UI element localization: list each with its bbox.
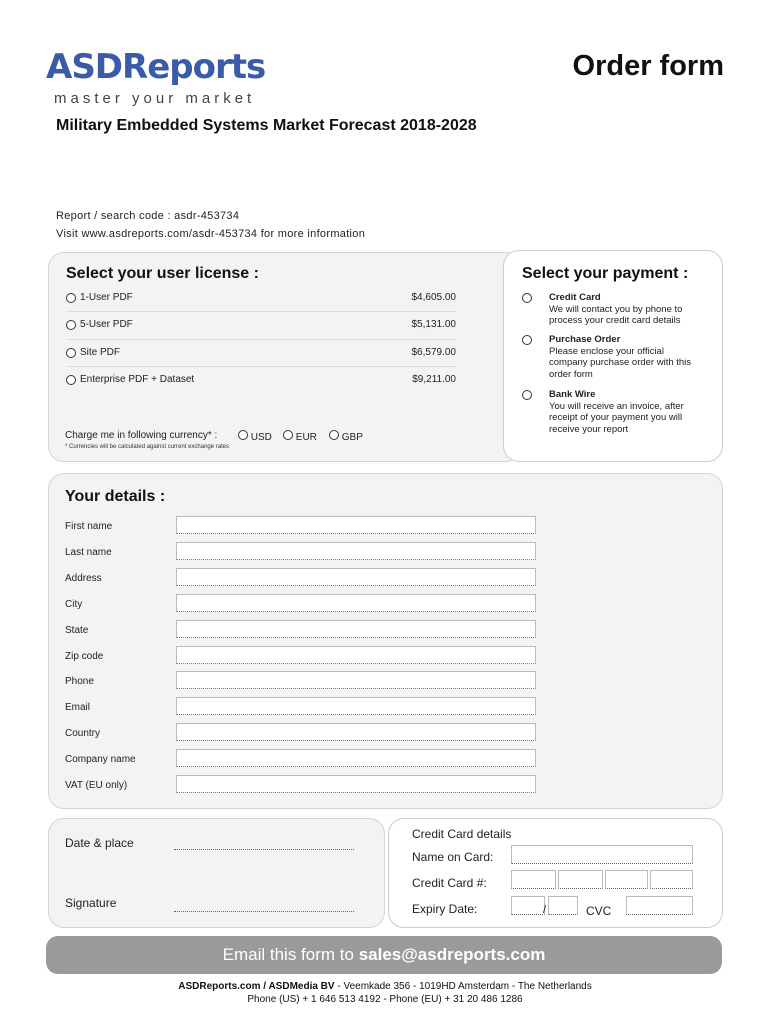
- radio-button[interactable]: [66, 348, 76, 358]
- field-label: Address: [65, 573, 102, 584]
- radio-button[interactable]: [283, 430, 293, 440]
- license-price: $5,131.00: [411, 319, 456, 330]
- payment-heading: Select your payment :: [522, 265, 689, 282]
- payment-desc: You will receive an invoice, after receipt of your payment you will receive your report: [549, 400, 684, 435]
- card-number-field-2[interactable]: [558, 870, 603, 889]
- payment-title: Bank Wire: [549, 389, 596, 400]
- report-title: Military Embedded Systems Market Forecast 2018-2028: [56, 117, 477, 134]
- currency-label: Charge me in following currency* :: [65, 430, 218, 441]
- radio-button[interactable]: [522, 293, 532, 303]
- license-price: $9,211.00: [412, 374, 456, 385]
- license-label: Enterprise PDF + Dataset: [80, 374, 195, 385]
- radio-button[interactable]: [238, 430, 248, 440]
- footer-address: - Veemkade 356 - 1019HD Amsterdam - The Netherlands: [334, 981, 592, 992]
- expiry-separator: /: [543, 904, 547, 916]
- banner-text: Email this form to: [222, 945, 359, 964]
- field-label: City: [65, 599, 83, 610]
- divider: [66, 366, 456, 367]
- payment-option-credit-card[interactable]: [522, 292, 702, 332]
- date-place-line[interactable]: [174, 849, 354, 850]
- currency-option-gbp[interactable]: [329, 430, 363, 443]
- card-number-label: Credit Card #:: [412, 876, 487, 890]
- footer-company: ASDReports.com / ASDMedia BV: [178, 981, 335, 992]
- radio-button[interactable]: [522, 390, 532, 400]
- address-field[interactable]: [176, 568, 536, 586]
- email-field[interactable]: [176, 697, 536, 715]
- license-label: 1-User PDF: [80, 292, 133, 303]
- vat-field[interactable]: [176, 775, 536, 793]
- field-label: State: [65, 625, 89, 636]
- currency-option-eur[interactable]: [283, 430, 317, 443]
- currency-label-usd: USD: [250, 432, 272, 443]
- license-option[interactable]: [66, 292, 456, 306]
- field-label: Email: [65, 702, 91, 713]
- payment-title: Credit Card: [549, 292, 601, 303]
- license-price: $4,605.00: [411, 292, 456, 303]
- visit-line: Visit www.asdreports.com/asdr-453734 for more information: [56, 228, 366, 240]
- cvc-field[interactable]: [626, 896, 693, 915]
- phone-field[interactable]: [176, 671, 536, 689]
- field-label: Phone: [65, 676, 94, 687]
- country-field[interactable]: [176, 723, 536, 741]
- card-number-field-1[interactable]: [511, 870, 556, 889]
- radio-button[interactable]: [66, 293, 76, 303]
- currency-label-gbp: GBP: [341, 432, 363, 443]
- card-number-field-4[interactable]: [650, 870, 693, 889]
- zip-code-field[interactable]: [176, 646, 536, 664]
- field-label: Zip code: [65, 651, 104, 662]
- payment-desc: We will contact you by phone to process your credit card details: [549, 303, 683, 326]
- field-label: Country: [65, 728, 101, 739]
- signature-line[interactable]: [174, 911, 354, 912]
- payment-title: Purchase Order: [549, 334, 621, 345]
- radio-button[interactable]: [66, 320, 76, 330]
- license-label: Site PDF: [80, 347, 121, 358]
- currency-label-eur: EUR: [295, 432, 317, 443]
- footer-address-line: [0, 981, 770, 992]
- field-label: Company name: [65, 754, 136, 765]
- radio-button[interactable]: [66, 375, 76, 385]
- payment-option-purchase-order[interactable]: [522, 334, 702, 384]
- license-heading: Select your user license :: [66, 265, 259, 282]
- license-option[interactable]: [66, 374, 456, 388]
- expiry-label: Expiry Date:: [412, 902, 478, 916]
- field-label: Last name: [65, 547, 112, 558]
- last-name-field[interactable]: [176, 542, 536, 560]
- search-code: Report / search code : asdr-453734: [56, 210, 240, 222]
- logo-tagline: master your market: [54, 90, 256, 107]
- name-on-card-field[interactable]: [511, 845, 693, 864]
- page-title: Order form: [572, 50, 724, 82]
- payment-desc: Please enclose your official company purchase order with this order form: [549, 345, 692, 380]
- company-logo: ASDReports: [46, 47, 266, 87]
- divider: [66, 339, 456, 340]
- name-on-card-label: Name on Card:: [412, 850, 494, 864]
- radio-button[interactable]: [329, 430, 339, 440]
- banner-email-link[interactable]: sales@asdreports.com: [358, 945, 546, 964]
- license-option[interactable]: [66, 347, 456, 361]
- expiry-year-field[interactable]: [548, 896, 578, 915]
- payment-option-bank-wire[interactable]: [522, 389, 702, 439]
- field-label: First name: [65, 521, 113, 532]
- license-option[interactable]: [66, 319, 456, 333]
- signature-label: Signature: [65, 896, 117, 910]
- footer-phones: Phone (US) + 1 646 513 4192 - Phone (EU) + 31 20 486 1286: [247, 994, 523, 1005]
- credit-card-heading: Credit Card details: [412, 827, 512, 841]
- license-price: $6,579.00: [411, 347, 456, 358]
- company-name-field[interactable]: [176, 749, 536, 767]
- radio-button[interactable]: [522, 335, 532, 345]
- expiry-month-field[interactable]: [511, 896, 545, 915]
- card-number-field-3[interactable]: [605, 870, 648, 889]
- email-banner: [46, 936, 722, 974]
- currency-note: * Currencies will be calculated against current exchange rates: [65, 444, 230, 450]
- license-label: 5-User PDF: [80, 319, 133, 330]
- first-name-field[interactable]: [176, 516, 536, 534]
- field-label: VAT (EU only): [65, 780, 128, 791]
- cvc-label: CVC: [586, 904, 612, 918]
- divider: [66, 311, 456, 312]
- details-heading: Your details :: [65, 488, 166, 505]
- city-field[interactable]: [176, 594, 536, 612]
- state-field[interactable]: [176, 620, 536, 638]
- date-place-label: Date & place: [65, 836, 134, 850]
- currency-option-usd[interactable]: [238, 430, 272, 443]
